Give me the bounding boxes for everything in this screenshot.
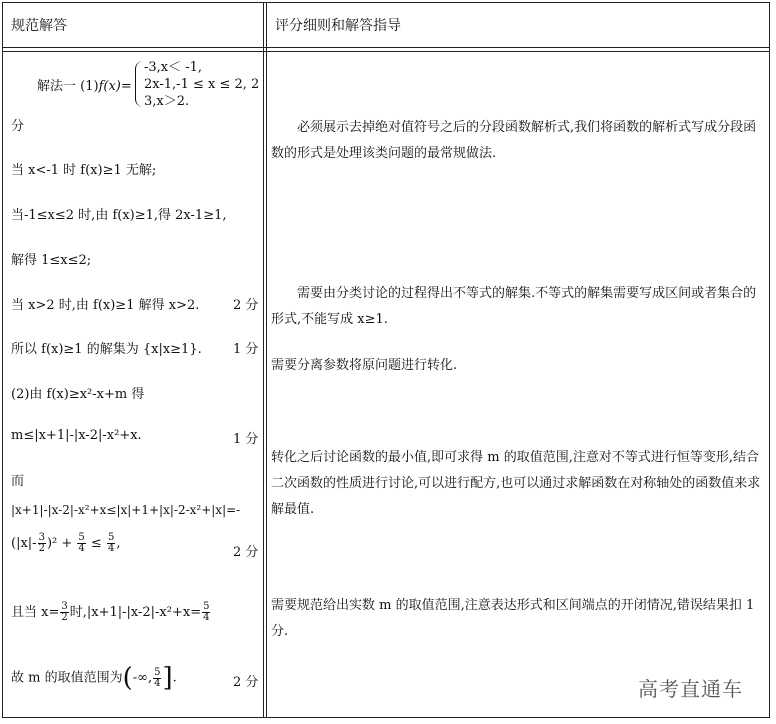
piecewise-brace [135,61,144,107]
score-line-11: 2 分 [233,545,259,560]
solution-line-3: 当-1≤x≤2 时,由 f(x)≥1,得 2x-1≥1, [11,208,227,223]
solution-line-4: 解得 1≤x≤2; [11,253,92,268]
solution-line-9: 而 [11,474,25,489]
score-line-5: 2 分 [233,298,259,313]
guide-paragraph-1: 必须展示去掉绝对值符号之后的分段函数解析式,我们将函数的解析式写成分段函数的形式是处理该类问题的最常规做法. [271,120,757,161]
case-1: -3,x＜ -1, [144,60,203,75]
guide-paragraph-2: 需要由分类讨论的过程得出不等式的解集.不等式的解集需要写成区间或者集合的形式,不能写成 x≥1. [271,286,757,327]
line-1-score: 分 [11,119,25,134]
score-line-8: 1 分 [233,432,259,447]
grading-table [2,2,770,718]
header-divider [3,47,769,48]
solution-line-11: (|x|- $\frac{3}{2}$ )² + $\frac{5}{4}$ ≤ $\frac{5}{4}$ , [11,532,121,554]
solution-line-10: |x+1|-|x-2|-x²+x≤|x|+1+|x|-2-x²+|x|=- [11,503,241,517]
header-divider-inner [3,51,769,52]
solution-line-1: 解法一 (1)f(x)= [37,79,132,94]
solution-line-7: (2)由 f(x)≥x²-x+m 得 [11,387,145,402]
column-divider-inner [266,3,267,717]
guide-paragraph-5: 需要规范给出实数 m 的取值范围,注意表达形式和区间端点的开闭情况,错误结果扣 1 分. [271,598,755,639]
header-standard-answer: 规范解答 [11,18,67,34]
fraction-x-3-2: $\frac{3}{2}$ [61,601,68,623]
column-divider [263,3,264,717]
solution-line-13: 故 m 的取值范围为(-∞, $\frac{5}{4}$ ]. [11,663,177,693]
solution-line-5: 当 x>2 时,由 f(x)≥1 解得 x>2. [11,298,200,313]
score-line-6: 1 分 [233,342,259,357]
guide-paragraph-4: 转化之后讨论函数的最小值,即可求得 m 的取值范围,注意对不等式进行恒等变形,结合二次函数的性质进行讨论,可以进行配方,也可以通过求解函数在对称轴处的函数值来求解最值. [271,450,761,517]
case-2: 2x-1,-1 ≤ x ≤ 2, 2 [144,77,260,92]
solution-line-2: 当 x<-1 时 f(x)≥1 无解; [11,163,157,178]
piecewise-cases [144,59,259,110]
solution-line-12: 且当 x= $\frac{3}{2}$ 时,|x+1|-|x-2|-x²+x= $\frac{5}{4}$ [11,601,210,623]
header-grading-guide: 评分细则和解答指导 [275,18,401,34]
fraction-5-4: $\frac{5}{4}$ [78,532,85,554]
fraction-3-2: $\frac{3}{2}$ [38,532,45,554]
solution-line-6: 所以 f(x)≥1 的解集为 {x|x≥1}. [11,342,202,357]
guide-paragraph-3: 需要分离参数将原问题进行转化. [271,358,458,373]
case-3: 3,x＞2. [144,94,190,109]
watermark-text: 高考直通车 [638,677,743,701]
fraction-result-5-4: $\frac{5}{4}$ [203,601,210,623]
solution-line-8: m≤|x+1|-|x-2|-x²+x. [11,428,142,443]
score-line-13: 2 分 [233,675,259,690]
fraction-range-5-4: $\frac{5}{4}$ [154,666,161,689]
fraction-5-4-b: $\frac{5}{4}$ [107,532,115,554]
